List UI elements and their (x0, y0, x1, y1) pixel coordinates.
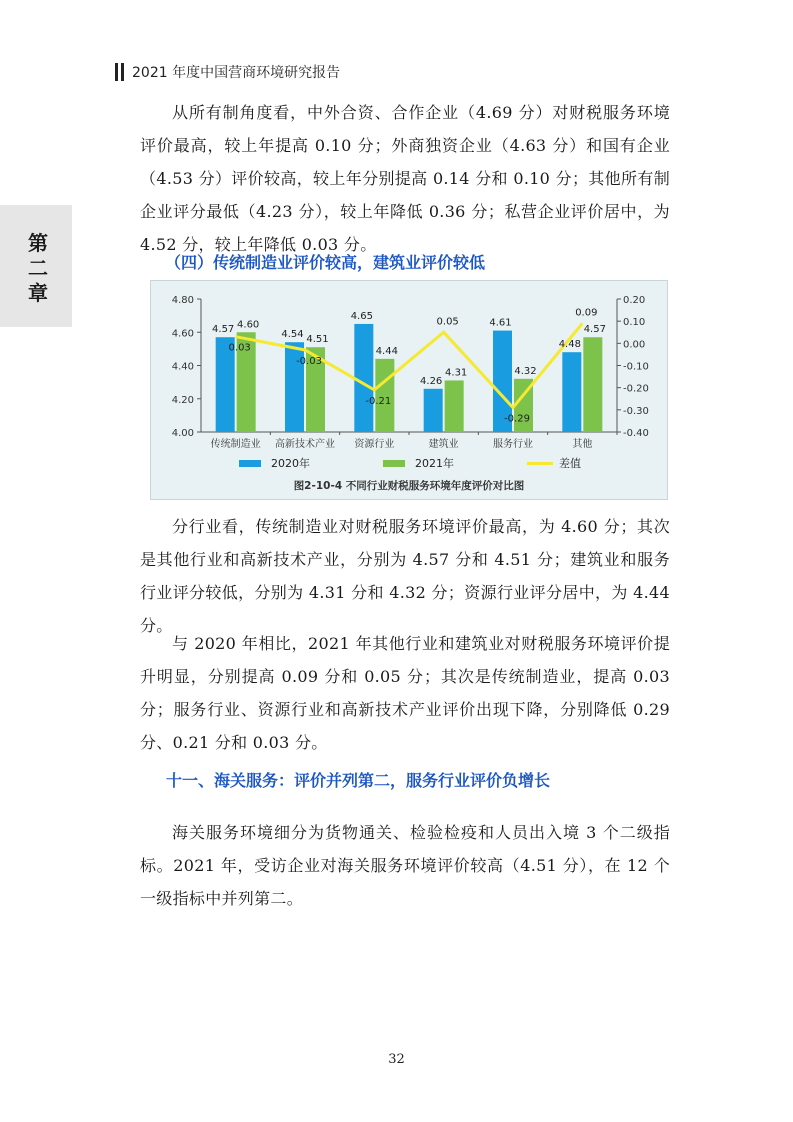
chart-bars (216, 324, 603, 432)
bar-2020-label: 4.65 (350, 310, 373, 322)
bar-2020-label: 4.48 (558, 339, 581, 351)
bar-2021 (445, 380, 464, 432)
legend-label: 差值 (559, 457, 581, 470)
bar-2021-label: 4.31 (445, 367, 468, 379)
y-left-tick-label: 4.00 (171, 428, 194, 439)
bar-2020-label: 4.57 (212, 324, 235, 336)
bar-2021 (583, 337, 602, 432)
x-tick-label: 其他 (572, 439, 593, 450)
bar-2021-label: 4.60 (237, 319, 260, 331)
bar-2020-label: 4.54 (281, 329, 304, 341)
section-heading-customs: 十一、海关服务：评价并列第二，服务行业评价负增长 (166, 771, 551, 790)
y-right-tick-label: -0.20 (623, 383, 649, 395)
chart-legend (239, 456, 581, 470)
paragraph-yoy-change: 与 2020 年相比，2021 年其他行业和建筑业对财税服务环境评价提升明显，分别提高 0.09 分和 0.05 分；其次是传统制造业，提高 0.03 分；服务行业、资源行业和高新技术产业评价出现下降，分别降低 0.29 分、0.21 分和 0.03 分。 (140, 634, 670, 752)
chapter-tab (0, 205, 72, 327)
y-right-tick-label: -0.40 (623, 428, 649, 439)
y-right-tick-label: 0.20 (623, 295, 646, 306)
x-tick-label: 建筑业 (428, 439, 459, 450)
bar-2020-label: 4.61 (489, 317, 512, 329)
header-bars-decoration (115, 63, 124, 81)
bar-2021-label: 4.32 (514, 365, 537, 377)
x-tick-label: 高新技术产业 (275, 439, 335, 450)
diff-point-label: -0.03 (296, 355, 322, 367)
paragraph-ownership: 从所有制角度看，中外合资、合作企业（4.69 分）对财税服务环境评价最高，较上年提高 0.10 分；外商独资企业（4.63 分）和国有企业（4.53 分）评价较高，较上年分别提高 0.14 分和 0.10 分；其他所有制企业评分最低（4.23 分），较上年降低 0.36 分；私营企业评价居中，为 4.52 分，较上年降低 0.03 分。 (140, 103, 670, 254)
y-right-tick-label: -0.30 (623, 405, 649, 417)
y-right-tick-label: -0.10 (623, 361, 649, 373)
bar-2021-label: 4.57 (583, 324, 606, 336)
chart-title: 图2-10-4 不同行业财税服务环境年度评价对比图 (293, 480, 525, 492)
header-title: 2021 年度中国营商环境研究报告 (132, 65, 341, 81)
diff-point-label: 0.03 (228, 342, 251, 354)
legend-label: 2020年 (271, 457, 310, 470)
y-right-tick-label: 0.10 (623, 317, 646, 329)
bar-2021-label: 4.51 (306, 334, 329, 346)
legend-label: 2021年 (415, 457, 454, 470)
legend-swatch (383, 460, 405, 467)
diff-point-label: -0.21 (365, 395, 392, 407)
y-left-tick-label: 4.60 (171, 328, 194, 340)
x-tick-label: 服务行业 (493, 439, 533, 450)
bar-2020 (354, 324, 373, 432)
diff-point-label: 0.09 (575, 307, 598, 319)
diff-point-label: -0.29 (504, 413, 530, 425)
bar-2021-label: 4.44 (375, 345, 398, 357)
paragraph-customs: 海关服务环境细分为货物通关、检验检疫和人员出入境 3 个二级指标。2021 年，受访企业对海关服务环境评价较高（4.51 分），在 12 个一级指标中并列第二。 (140, 823, 670, 908)
legend-swatch (239, 460, 261, 467)
page-header (115, 62, 340, 82)
page-number: 32 (388, 1052, 405, 1067)
x-tick-label: 传统制造业 (210, 439, 261, 450)
bar-2020-label: 4.26 (420, 375, 443, 387)
bar-2020 (424, 389, 443, 432)
y-left-tick-label: 4.40 (171, 361, 194, 373)
y-left-tick-label: 4.80 (171, 295, 194, 306)
diff-point-label: 0.05 (436, 316, 459, 328)
industry-tax-service-chart (150, 280, 668, 500)
subsection-heading: （四）传统制造业评价较高，建筑业评价较低 (165, 253, 486, 272)
bar-2020 (562, 352, 581, 432)
chart-svg (151, 281, 667, 499)
y-right-tick-label: 0.00 (623, 339, 646, 351)
paragraph-industry: 分行业看，传统制造业对财税服务环境评价最高，为 4.60 分；其次是其他行业和高新技术产业，分别为 4.57 分和 4.51 分；建筑业和服务行业评分较低，分别为 4.31 分和 4.32 分；资源行业评分居中，为 4.44 分。 (140, 517, 670, 635)
chapter-tab-label: 第二章 (28, 231, 48, 305)
y-left-tick-label: 4.20 (171, 394, 194, 406)
x-tick-label: 资源行业 (354, 439, 395, 450)
